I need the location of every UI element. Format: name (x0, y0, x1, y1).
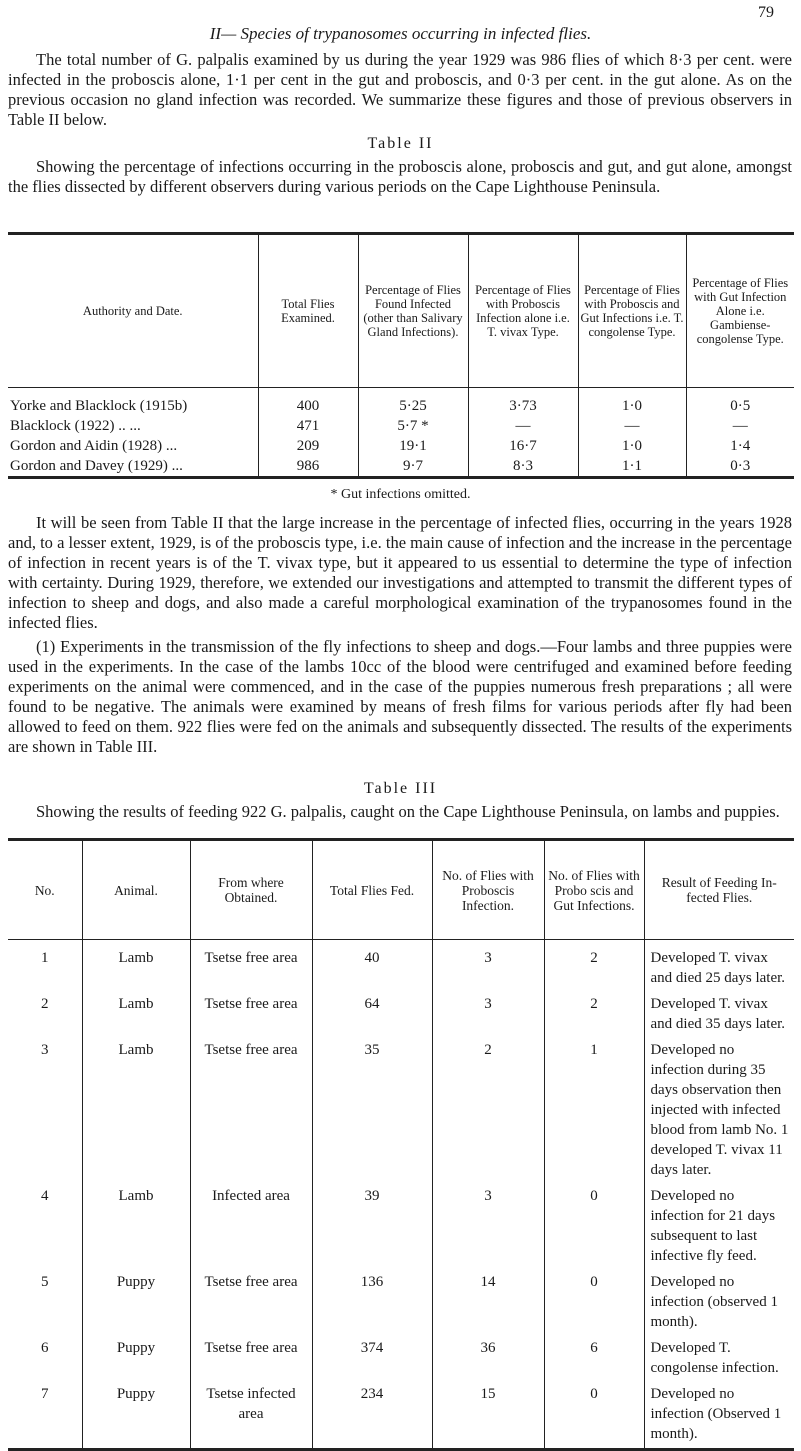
table-row (8, 940, 794, 989)
table-cell: Lamb (82, 1034, 190, 1180)
table-cell: Yorke and Blacklock (1915b) (10, 398, 188, 414)
section-title: II— Species of trypanosomes occurring in infected flies. (209, 24, 592, 43)
table2-header: Total Flies Examined. (258, 234, 358, 388)
table2-header: Percentage of Flies with Proboscis and Gut Infections i.e. T. congolense Type. (578, 234, 686, 388)
table-cell: 1 (544, 1034, 644, 1180)
table-cell: Tsetse free area (190, 988, 312, 1034)
table-cell: 209 (258, 436, 358, 456)
table3-header: Total Flies Fed. (312, 840, 432, 940)
table-cell: 40 (312, 940, 432, 989)
table-row (8, 1034, 794, 1180)
table2-footnote: * Gut infections omitted. (330, 487, 471, 502)
table3-header: No. of Flies with Probo scis and Gut Infections. (544, 840, 644, 940)
table-cell: 0·5 (686, 388, 794, 417)
table-row (8, 388, 794, 417)
table-cell: 16·7 (468, 436, 578, 456)
table-cell: — (578, 416, 686, 436)
table-cell: 9·7 (358, 456, 468, 478)
table-cell: 35 (312, 1034, 432, 1180)
discussion-paragraph: It will be seen from Table II that the large increase in the percentage of infected flies, occurring in the years 1928 and, to a lesser extent, 1929, is of the proboscis type, i.e. the main cause of infection and the increase in the percentage of infection in recent years is of the T. vivax type, but it appeared to us essential to determine the type of infection with certainty. During 1929, therefore, we extended our investigations and attempted to transmit the different types of infection to sheep and dogs, and also made a careful morphological examination of the trypanosomes found in the infected flies. (8, 513, 792, 632)
table-cell: Puppy (82, 1378, 190, 1450)
table-cell: 7 (8, 1378, 82, 1450)
table-cell: 3 (432, 988, 544, 1034)
table-cell: 36 (432, 1332, 544, 1378)
table-cell: 0 (544, 1266, 644, 1332)
table-cell: 3 (41, 1042, 49, 1058)
table-cell: 2 (432, 1034, 544, 1180)
table3-header: Animal. (82, 840, 190, 940)
table3-header: No. of Flies with Proboscis Infection. (432, 840, 544, 940)
table2-header-row (8, 234, 794, 388)
table-cell: Developed no infection (Observed 1 month). (644, 1378, 794, 1450)
table-cell: Tsetse free area (190, 1266, 312, 1332)
page-number: 79 (758, 4, 774, 21)
table-cell: — (468, 416, 578, 436)
table2-header: Percentage of Flies with Gut Infection Alone i.e. Gambiense-congolense Type. (686, 234, 794, 388)
table-row (8, 1332, 794, 1378)
table-cell: 6 (41, 1340, 49, 1356)
table-cell: Lamb (82, 988, 190, 1034)
table-cell: Tsetse free area (190, 1332, 312, 1378)
table-cell: 39 (312, 1180, 432, 1266)
table-row (8, 1266, 794, 1332)
table3-description: Showing the results of feeding 922 G. palpalis, caught on the Cape Lighthouse Peninsula, on lambs and puppies. (36, 802, 780, 821)
table-cell: 14 (432, 1266, 544, 1332)
table-cell: 3 (432, 940, 544, 989)
table-cell: 986 (258, 456, 358, 478)
table-cell: Gordon and Davey (1929) ... (8, 456, 258, 478)
table3 (8, 838, 794, 1451)
table-cell: 1·1 (578, 456, 686, 478)
table-cell: 19·1 (358, 436, 468, 456)
table-cell: 0 (544, 1378, 644, 1450)
table-cell: 0 (544, 1180, 644, 1266)
table-cell: 234 (312, 1378, 432, 1450)
table-row (8, 416, 794, 436)
table2-header: Percentage of Flies with Proboscis Infection alone i.e. T. vivax Type. (468, 234, 578, 388)
table-cell: 136 (312, 1266, 432, 1332)
table-row (8, 1378, 794, 1450)
table-cell: Tsetse infected area (190, 1378, 312, 1450)
table-cell: 4 (41, 1188, 49, 1204)
table-cell: 1·0 (578, 388, 686, 417)
table-cell: 1·0 (578, 436, 686, 456)
table-cell: 5 (41, 1274, 49, 1290)
table-cell: 5·25 (358, 388, 468, 417)
table-row (8, 988, 794, 1034)
table-cell: Developed T. vivax and died 25 days later. (644, 940, 794, 989)
table2 (8, 232, 794, 479)
table-cell: 2 (41, 996, 49, 1012)
table-cell: Blacklock (1922) .. ... (10, 418, 141, 434)
table-row (8, 456, 794, 478)
table-cell: Developed no infection for 21 days subsequent to last infective fly feed. (644, 1180, 794, 1266)
table3-header: Result of Feeding In-fected Flies. (644, 840, 794, 940)
table-cell: 15 (432, 1378, 544, 1450)
table-cell: Infected area (190, 1180, 312, 1266)
table3-caption: Table III (363, 780, 438, 797)
table-cell: 6 (544, 1332, 644, 1378)
table-cell: 1·4 (686, 436, 794, 456)
table-cell: 2 (544, 988, 644, 1034)
table-cell: 400 (258, 388, 358, 417)
table-row (8, 436, 794, 456)
table2-description: Showing the percentage of infections occurring in the proboscis alone, proboscis and gut, and gut alone, amongst the flies dissected by different observers during various periods on the Cape Lighthouse Peninsula. (8, 157, 792, 196)
table-cell: — (686, 416, 794, 436)
table-cell: 8·3 (468, 456, 578, 478)
table-row (8, 1180, 794, 1266)
table-cell: 3 (432, 1180, 544, 1266)
table2-caption: Table II (367, 135, 434, 152)
table2-header: Authority and Date. (8, 234, 258, 388)
table-cell: 0·3 (686, 456, 794, 478)
table-cell: Developed T. vivax and died 35 days later. (644, 988, 794, 1034)
table-cell: 5·7 * (358, 416, 468, 436)
table-cell: Lamb (82, 940, 190, 989)
table-cell: 3·73 (468, 388, 578, 417)
table3-header-row (8, 840, 794, 940)
table-cell: Puppy (82, 1332, 190, 1378)
table-cell: Developed no infection during 35 days observation then injected with infected blood from lamb No. 1 developed T. vivax 11 days later. (644, 1034, 794, 1180)
table-cell: 374 (312, 1332, 432, 1378)
experiments-paragraph: (1) Experiments in the transmission of the fly infections to sheep and dogs.—Four lambs and three puppies were used in the experiments. In the case of the lambs 10cc of the blood were centrifuged and examined before feeding experiments on the animal were commenced, and in the case of the puppies numerous fresh preparations ; all were found to be negative. The animals were examined by means of fresh films for various periods after fly had been allowed to feed on them. 922 flies were fed on the animals and subsequently dissected. The results of the experiments are shown in Table III. (8, 637, 792, 756)
table-cell: Lamb (82, 1180, 190, 1266)
intro-paragraph: The total number of G. palpalis examined by us during the year 1929 was 986 flies of which 8·3 per cent. were infected in the proboscis alone, 1·1 per cent in the gut and proboscis, and 0·3 per cent. in the gut alone. As on the previous occasion no gland infection was recorded. We summarize these figures and those of previous observers in Table II below. (8, 50, 792, 129)
table-cell: Gordon and Aidin (1928) ... (10, 438, 178, 454)
table-cell: Puppy (82, 1266, 190, 1332)
table-cell: 2 (544, 940, 644, 989)
table-cell: Tsetse free area (190, 940, 312, 989)
table-cell: 64 (312, 988, 432, 1034)
table-cell: Developed T. congolense infection. (644, 1332, 794, 1378)
table2-header: Percentage of Flies Found Infected (other than Salivary Gland Infections). (358, 234, 468, 388)
table3-header: No. (8, 840, 82, 940)
table3-header: From where Obtained. (190, 840, 312, 940)
table-cell: 471 (258, 416, 358, 436)
table-cell: Developed no infection (observed 1 month). (644, 1266, 794, 1332)
table-cell: Tsetse free area (190, 1034, 312, 1180)
table-cell: 1 (41, 950, 49, 966)
